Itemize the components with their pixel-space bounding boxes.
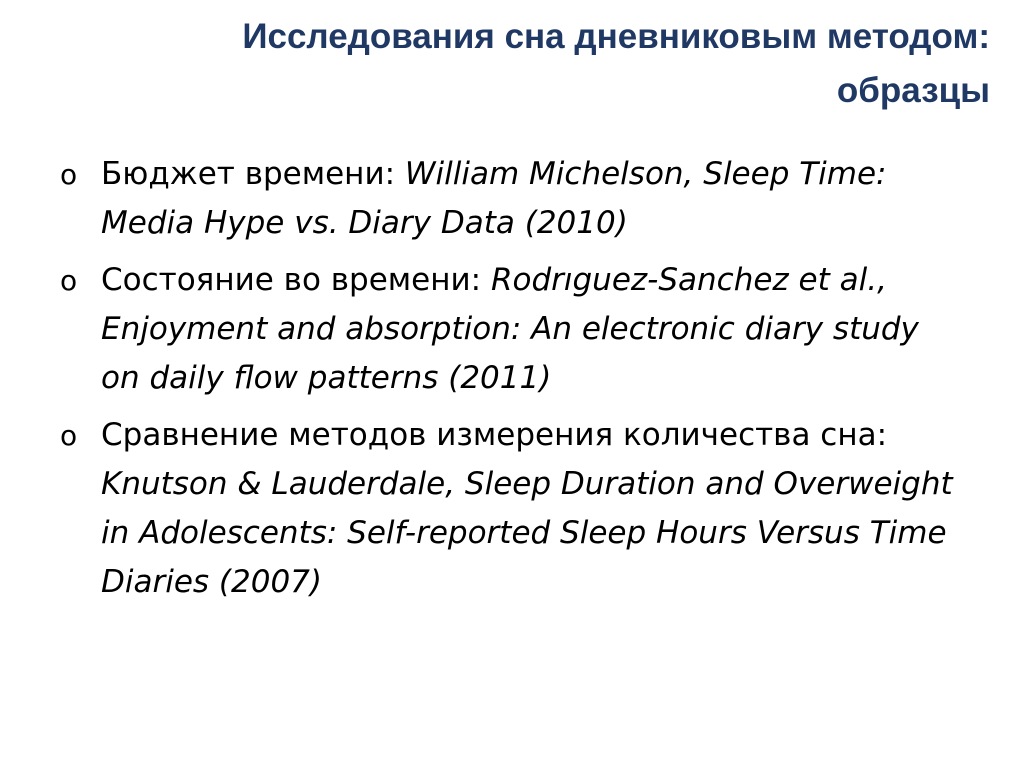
bullet-reference-text: William Michelson, Sleep Time: Media Hype vs. Diary Data (2010) (101, 156, 887, 241)
slide-title-line-1: Исследования сна дневниковым методом: (242, 17, 990, 56)
bullet-item-method-comparison (60, 411, 960, 607)
slide-title-line-2: образцы (836, 71, 990, 110)
bullet-lead-text: Сравнение методов измерения количества сна: (101, 417, 888, 453)
bullet-lead-text: Бюджет времени: (101, 156, 405, 192)
circle-bullet-icon: o (60, 264, 78, 297)
bullet-item-state-over-time (60, 256, 960, 403)
slide-title (90, 10, 990, 118)
bullet-list (60, 150, 960, 615)
bullet-item-time-budget (60, 150, 960, 248)
bullet-reference-text: Knutson & Lauderdale, Sleep Duration and Overweight in Adolescents: Self-reported Sleep Hours Versus Time Diaries (2007) (101, 466, 953, 600)
bullet-lead-text: Состояние во времени: (101, 262, 491, 298)
circle-bullet-icon: o (60, 419, 78, 452)
circle-bullet-icon: o (60, 158, 78, 191)
bullet-reference-text: Rodrıguez-Sanchez et al., Enjoyment and absorption: An electronic diary study on daily flow patterns (2011) (101, 262, 919, 396)
